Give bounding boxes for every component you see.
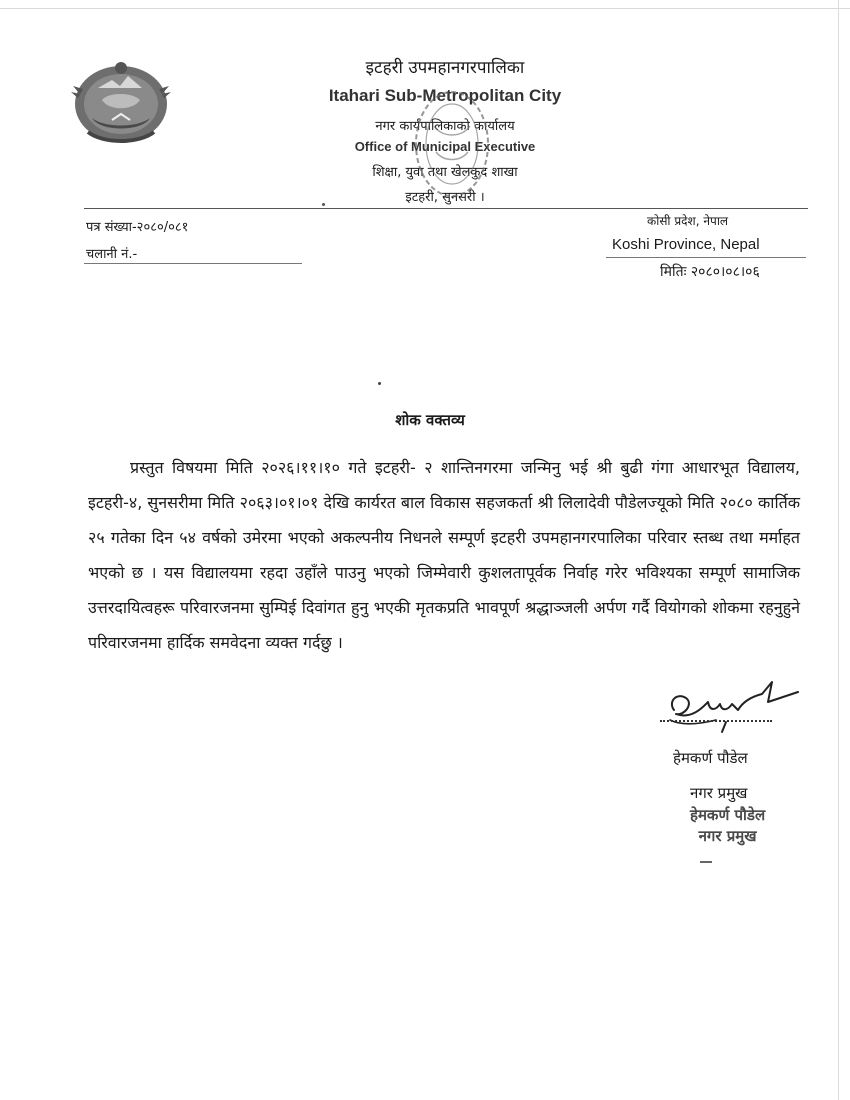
letter-date: मितिः २०८०।०८।०६ xyxy=(660,264,760,280)
signature-line xyxy=(660,720,772,722)
executive-office-nepali: नगर कार्यपालिकाको कार्यालय xyxy=(375,119,515,134)
letter-number: पत्र संख्या-२०८०/०८१ xyxy=(86,220,189,235)
name-stamp xyxy=(690,805,765,847)
office-name-nepali: इटहरी उपमहानगरपालिका xyxy=(365,58,525,78)
office-name-english: Itahari Sub-Metropolitan City xyxy=(328,86,562,105)
branch-name: शिक्षा, युवा तथा खेलकुद शाखा xyxy=(372,165,518,180)
handwritten-signature xyxy=(664,676,804,738)
province-underline xyxy=(606,257,806,258)
round-office-seal-icon xyxy=(408,86,496,206)
dispatch-underline xyxy=(84,263,302,264)
scan-edge-top xyxy=(0,8,850,9)
dispatch-number: चलानी नं.- xyxy=(86,247,138,262)
executive-office-english: Office of Municipal Executive xyxy=(354,139,536,154)
province-english: Koshi Province, Nepal xyxy=(612,236,760,253)
province-nepali: कोसी प्रदेश, नेपाल xyxy=(647,214,729,228)
notice-heading: शोक वक्तव्य xyxy=(395,411,465,429)
signatory-name: हेमकर्ण पौडेल xyxy=(673,749,748,767)
stamp-name: हेमकर्ण पौडेल xyxy=(690,806,766,824)
nepal-emblem-icon xyxy=(68,58,174,146)
header-divider xyxy=(84,208,808,209)
stamp-title: नगर प्रमुख xyxy=(698,827,757,845)
ink-speck xyxy=(378,382,381,385)
ink-dot xyxy=(322,203,325,206)
condolence-paragraph: प्रस्तुत विषयमा मिति २०२६।११।१० गते इटहरी- २ शान्तिनगरमा जन्मिनु भई श्री बुढी गंगा आधारभूत विद्यालय, इटहरी-४, सुनसरीमा मिति २०६३।०१।०१ देखि कार्यरत बाल विकास सहजकर्ता श्री लिलादेवी पौडेलज्यूको मिति २०८० कार्तिक २५ गतेका दिन ५४ वर्षको उमेरमा भएको अकल्पनीय निधनले सम्पूर्ण इटहरी उपमहानगरपालिका परिवार स्तब्ध तथा मर्माहत भएको छ । यस विद्यालयमा रहदा उहाँले पाउनु भएको जिम्मेवारी कुशलतापूर्वक निर्वाह गरेर भविश्यका सम्पूर्ण सामाजिक उत्तरदायित्वहरू परिवारजनमा सुम्पिई दिवांगत हुनु भएकी मृतकप्रति भावपूर्ण श्रद्धाञ्जली अर्पण गर्दै वियोगको शोकमा रहनुहुने परिवारजनमा हार्दिक समवेदना व्यक्त गर्दछु । xyxy=(88,458,800,652)
signatory-title: नगर प्रमुख xyxy=(690,784,748,802)
scan-edge-right xyxy=(838,0,839,1100)
office-address: इटहरी, सुनसरी । xyxy=(405,190,485,205)
ink-dash xyxy=(700,861,712,863)
